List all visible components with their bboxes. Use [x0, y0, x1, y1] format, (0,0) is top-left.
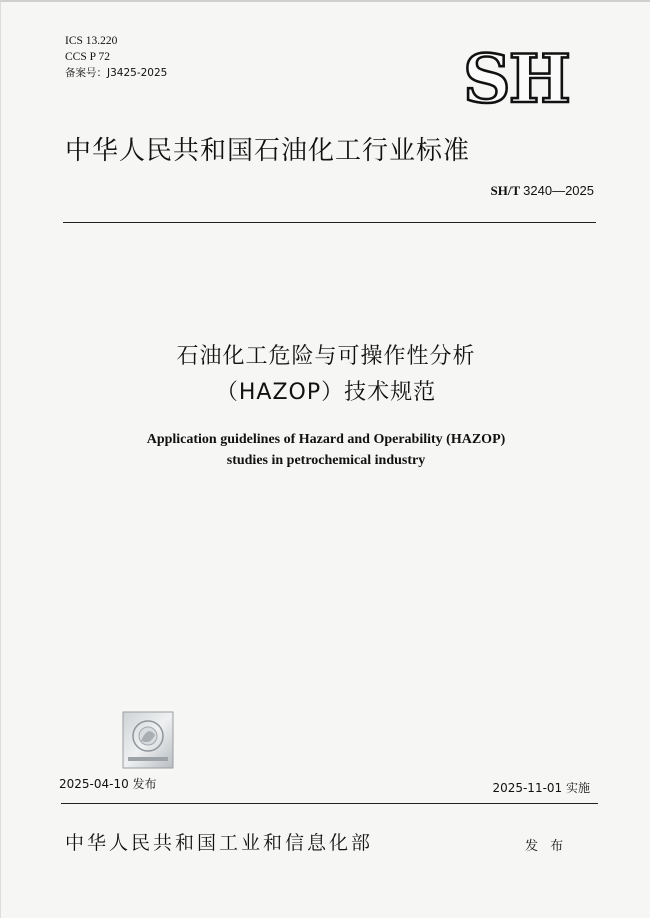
standard-code-prefix: SH/T [490, 183, 520, 198]
standard-code-number: 3240—2025 [523, 183, 594, 198]
record-number: 备案号：J3425-2025 [65, 67, 168, 79]
chinese-title-line-2: （HAZOP）技术规范 [215, 380, 437, 405]
issue-date: 2025-04-10 发布 [59, 777, 157, 791]
top-divider [63, 222, 596, 223]
implementation-date: 2025-11-01 实施 [492, 781, 590, 795]
chinese-title-line-1: 石油化工危险与可操作性分析 [176, 344, 476, 369]
bottom-divider [61, 803, 598, 804]
ics-code: ICS 13.220 [65, 35, 118, 47]
publish-label: 发 布 [525, 839, 568, 854]
logo-text: SH [462, 44, 570, 110]
english-title-line-1: Application guidelines of Hazard and Operability (HAZOP) [146, 432, 506, 447]
english-title-line-2: studies in petrochemical industry [226, 453, 426, 468]
standard-type-title: 中华人民共和国石油化工行业标准 [65, 136, 471, 166]
standard-code [491, 183, 594, 199]
sh-logo-icon [451, 44, 581, 110]
publisher-name: 中华人民共和国工业和信息化部 [65, 832, 374, 854]
anti-counterfeit-seal-icon [122, 711, 174, 769]
ccs-code: CCS P 72 [65, 51, 110, 63]
classification-block [65, 33, 167, 81]
